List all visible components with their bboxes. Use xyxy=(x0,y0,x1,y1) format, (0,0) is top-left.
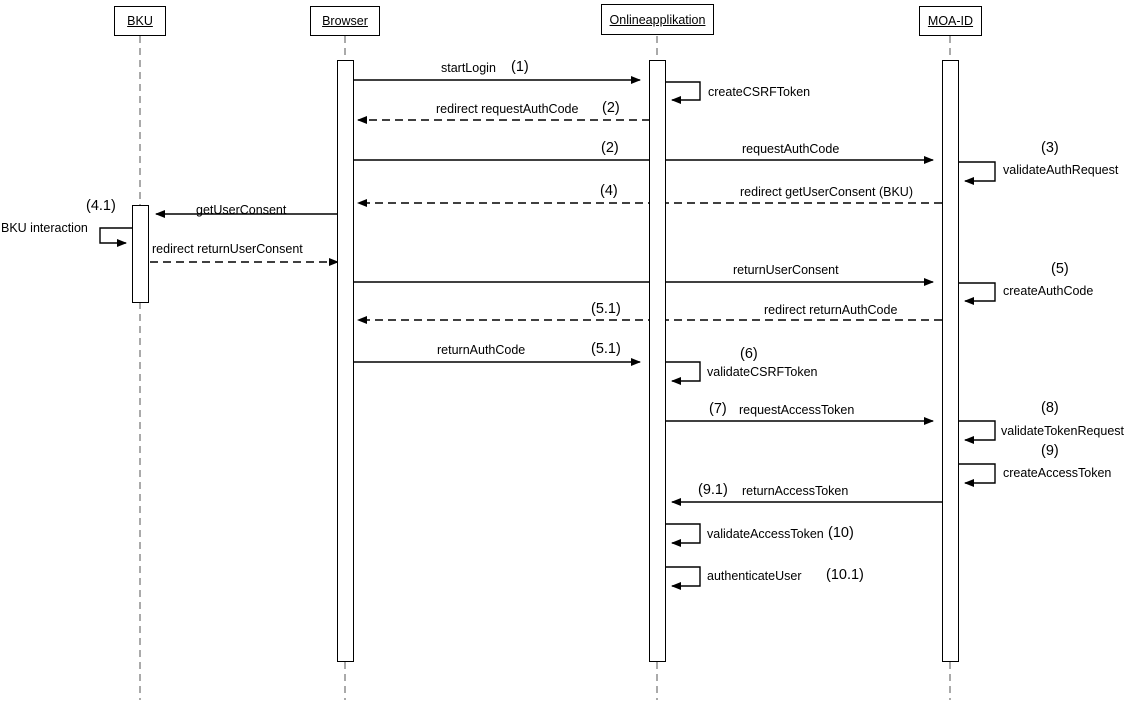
message-label-authenticateuser: authenticateUser xyxy=(707,569,802,583)
message-number-5: (5) xyxy=(1051,261,1069,277)
message-label-startlogin: startLogin xyxy=(441,61,496,75)
participant-label-moaid: MOA-ID xyxy=(927,14,974,28)
message-number-9-1: (9.1) xyxy=(698,482,728,498)
message-label-createcsrftoken: createCSRFToken xyxy=(708,85,811,99)
message-label-returnuserconsent: returnUserConsent xyxy=(733,263,839,277)
message-number-3: (3) xyxy=(1041,140,1059,156)
message-number-8: (8) xyxy=(1041,400,1059,416)
participant-label-bku: BKU xyxy=(127,14,153,28)
participant-label-browser: Browser xyxy=(322,14,368,28)
activation-bar-browser xyxy=(337,60,354,662)
participant-label-onlineapplikation: Onlineapplikation xyxy=(609,12,706,27)
message-label-returnaccesstoken: returnAccessToken xyxy=(742,484,849,498)
message-label-requestauthcode: requestAuthCode xyxy=(742,142,840,156)
message-number-10: (10) xyxy=(828,525,854,541)
message-label-requestaccesstoken: requestAccessToken xyxy=(739,403,855,417)
message-label-validatecsrftoken: validateCSRFToken xyxy=(707,365,818,379)
activation-bar-bku xyxy=(132,205,149,303)
message-label-redirect-requestauthcode: redirect requestAuthCode xyxy=(436,102,579,116)
message-label-returnauthcode: returnAuthCode xyxy=(437,343,526,357)
message-label-redirect-getuserconsent: redirect getUserConsent (BKU) xyxy=(740,185,913,199)
message-number-4-1: (4.1) xyxy=(86,198,116,214)
message-label-bku-interaction: BKU interaction xyxy=(1,221,88,235)
message-label-createauthcode: createAuthCode xyxy=(1003,284,1094,298)
activation-bar-moaid xyxy=(942,60,959,662)
message-label-validateauthrequest: validateAuthRequest xyxy=(1003,163,1119,177)
message-number-10-1: (10.1) xyxy=(826,567,864,583)
message-number-5-1b: (5.1) xyxy=(591,341,621,357)
message-number-6: (6) xyxy=(740,346,758,362)
message-number-9: (9) xyxy=(1041,443,1059,459)
message-number-5-1a: (5.1) xyxy=(591,301,621,317)
activation-bar-onlineapplikation xyxy=(649,60,666,662)
participant-box-bku xyxy=(114,6,166,36)
message-label-validateaccesstoken: validateAccessToken xyxy=(707,527,824,541)
message-label-redirect-returnauthcode: redirect returnAuthCode xyxy=(764,303,898,317)
message-number-2a: (2) xyxy=(602,100,620,116)
message-label-getuserconsent: getUserConsent xyxy=(196,203,287,217)
message-number-1: (1) xyxy=(511,59,529,75)
participant-box-onlineapplikation xyxy=(601,4,714,35)
message-number-4: (4) xyxy=(600,183,618,199)
message-label-validatetokenrequest: validateTokenRequest xyxy=(1001,424,1124,438)
message-label-createaccesstoken: createAccessToken xyxy=(1003,466,1112,480)
participant-box-browser xyxy=(310,6,380,36)
message-label-redirect-returnuserconsent: redirect returnUserConsent xyxy=(152,242,303,256)
message-number-7: (7) xyxy=(709,401,727,417)
message-number-2b: (2) xyxy=(601,140,619,156)
participant-box-moaid xyxy=(919,6,982,36)
